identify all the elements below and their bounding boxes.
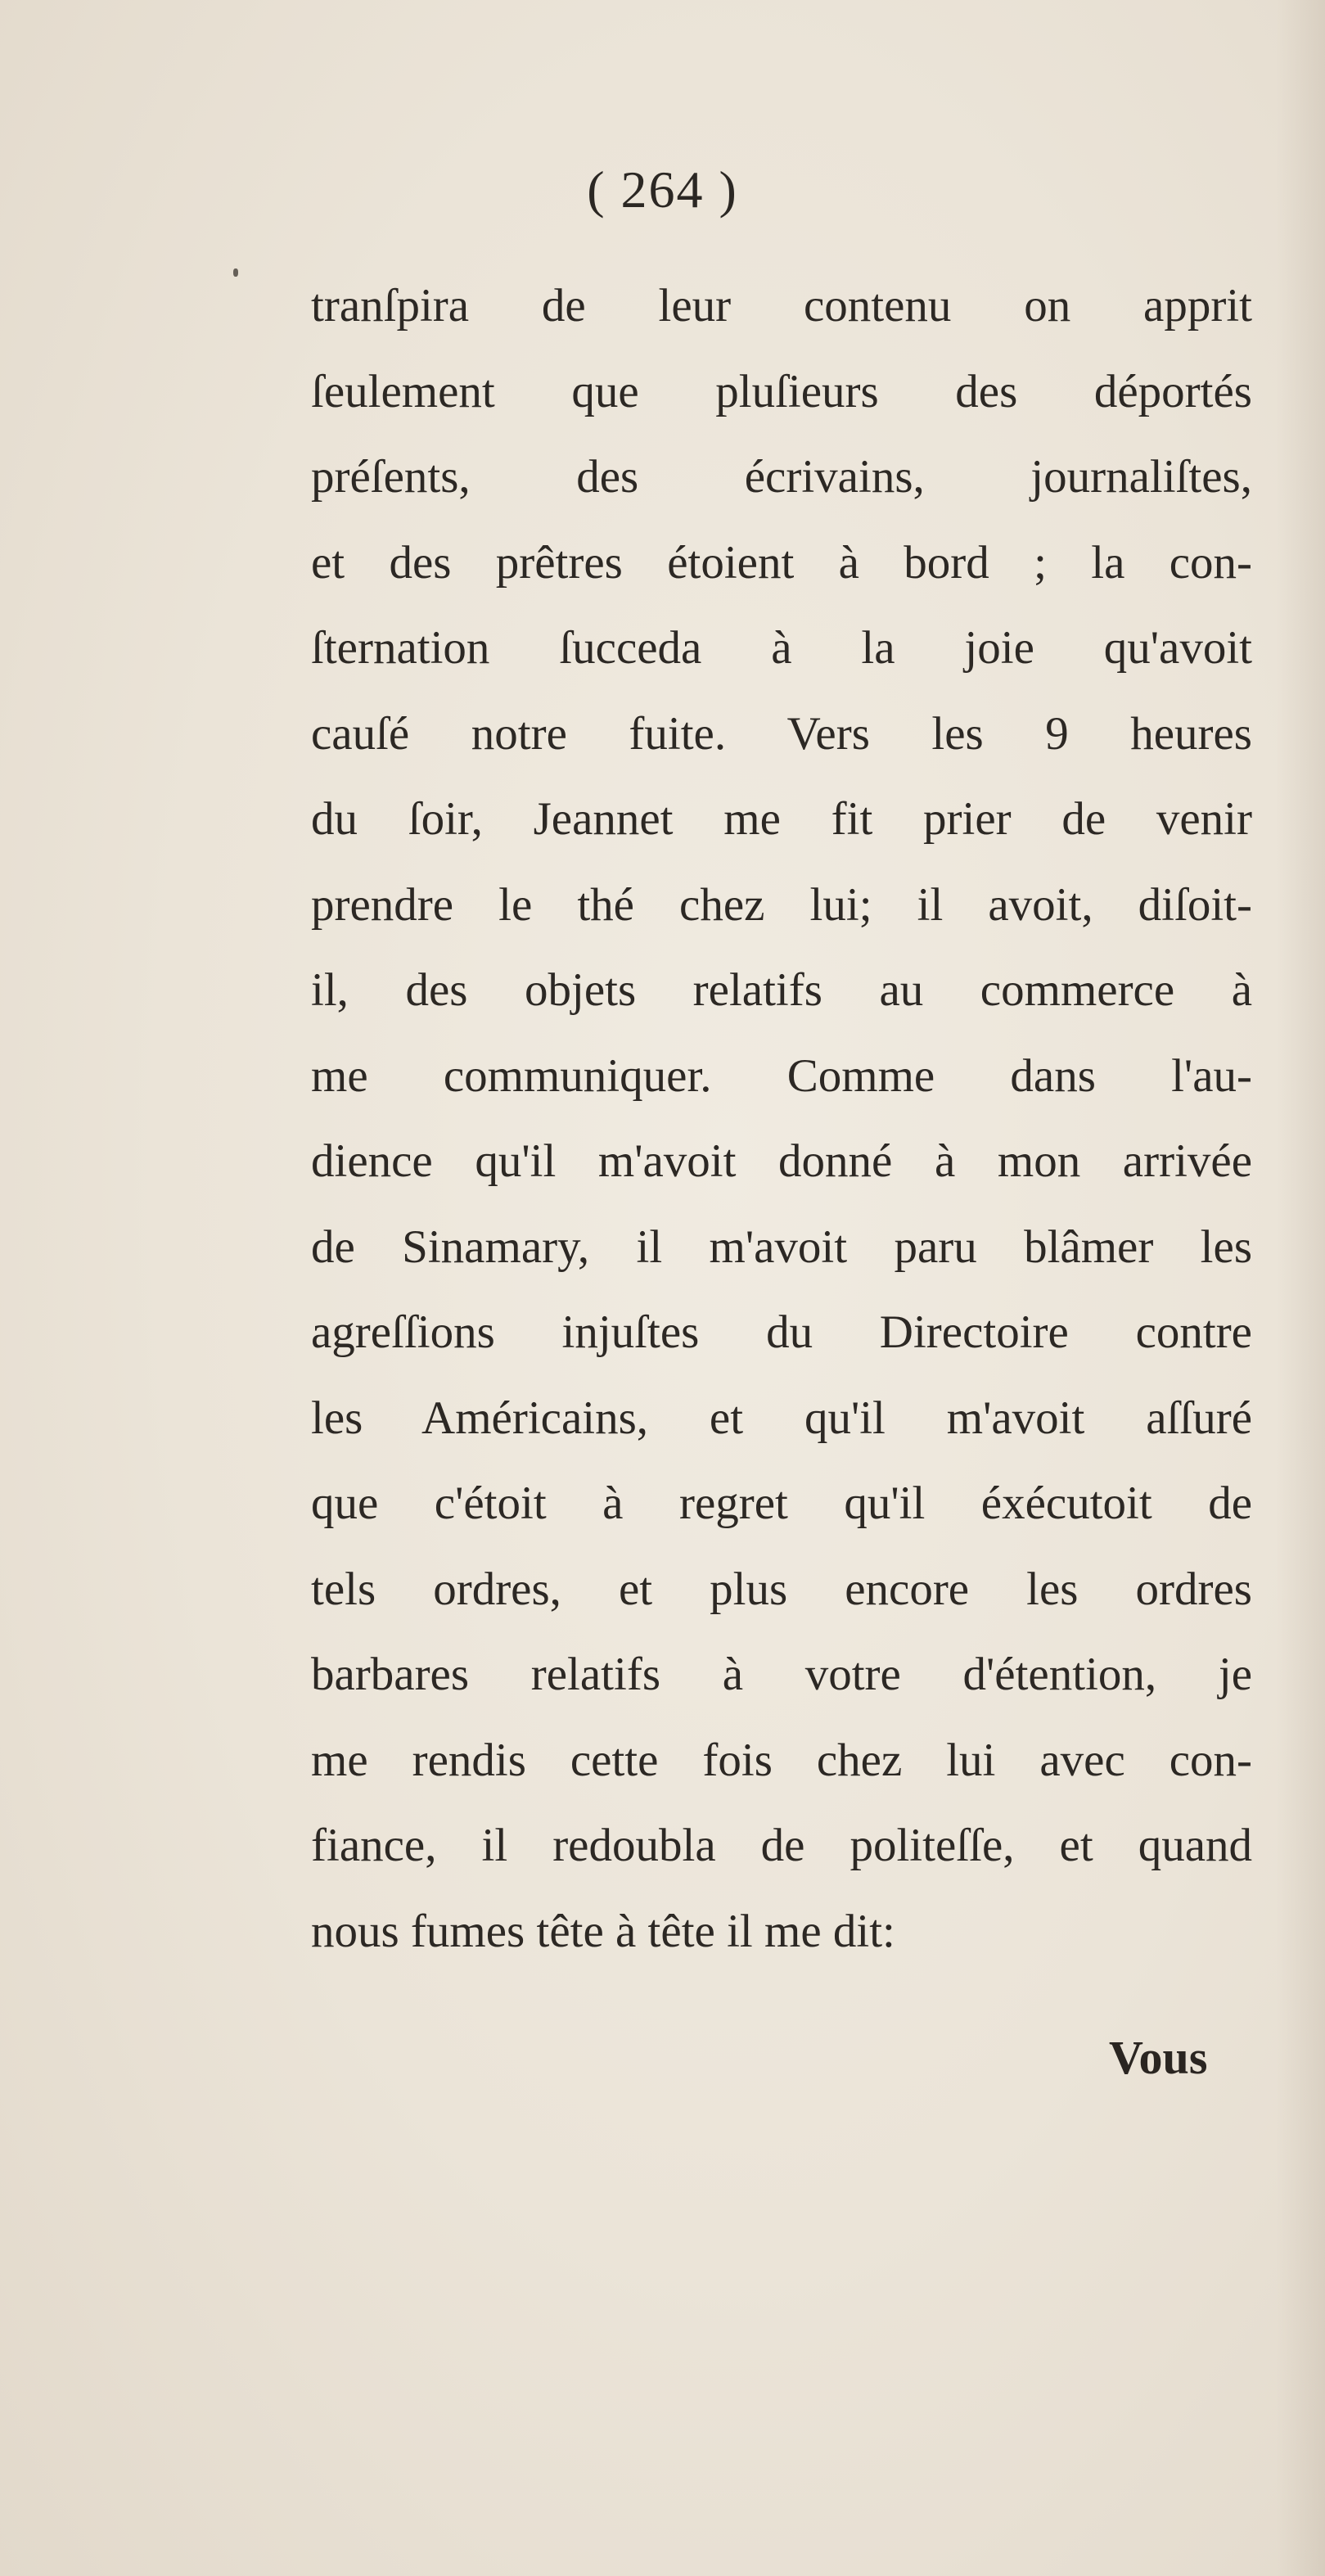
text-line: prendre le thé chez lui; il avoit, diſoit- (311, 878, 1252, 931)
text-line: du ſoir, Jeannet me fit prier de venir (311, 793, 1252, 845)
text-line: tranſpira de leur contenu on apprit (311, 280, 1252, 332)
catchword: Vous (1109, 2031, 1208, 2084)
page-edge-shadow (1276, 0, 1325, 2576)
ink-speck (233, 268, 238, 277)
text-line: me communiquer. Comme dans l'au- (311, 1049, 1252, 1102)
text-line: fiance, il redoubla de politeſſe, et quand (311, 1820, 1252, 1871)
page-number: ( 264 ) (587, 160, 738, 219)
text-line: barbares relatifs à votre d'étention, je (311, 1649, 1252, 1700)
text-line: dience qu'il m'avoit donné à mon arrivée (311, 1135, 1252, 1187)
text-line-last: nous fumes tête à tête il me dit: (311, 1905, 895, 1957)
body-text (311, 264, 1252, 1974)
text-line: et des prêtres étoient à bord ; la con- (311, 536, 1252, 589)
text-line: ſternation ſucceda à la joie qu'avoit (311, 622, 1252, 674)
text-line: que c'étoit à regret qu'il éxécutoit de (311, 1477, 1252, 1529)
text-line: tels ordres, et plus encore les ordres (311, 1563, 1252, 1615)
text-line: les Américains, et qu'il m'avoit aſſuré (311, 1392, 1252, 1444)
text-line: ſeulement que pluſieurs des déportés (311, 365, 1252, 417)
text-line: de Sinamary, il m'avoit paru blâmer les (311, 1220, 1252, 1273)
text-line: me rendis cette fois chez lui avec con- (311, 1734, 1252, 1786)
text-line: il, des objets relatifs au commerce à (311, 964, 1252, 1016)
text-line: cauſé notre fuite. Vers les 9 heures (311, 707, 1252, 760)
text-line: agreſſions injuſtes du Directoire contre (311, 1306, 1252, 1358)
text-line: préſents, des écrivains, journaliſtes, (311, 451, 1252, 503)
